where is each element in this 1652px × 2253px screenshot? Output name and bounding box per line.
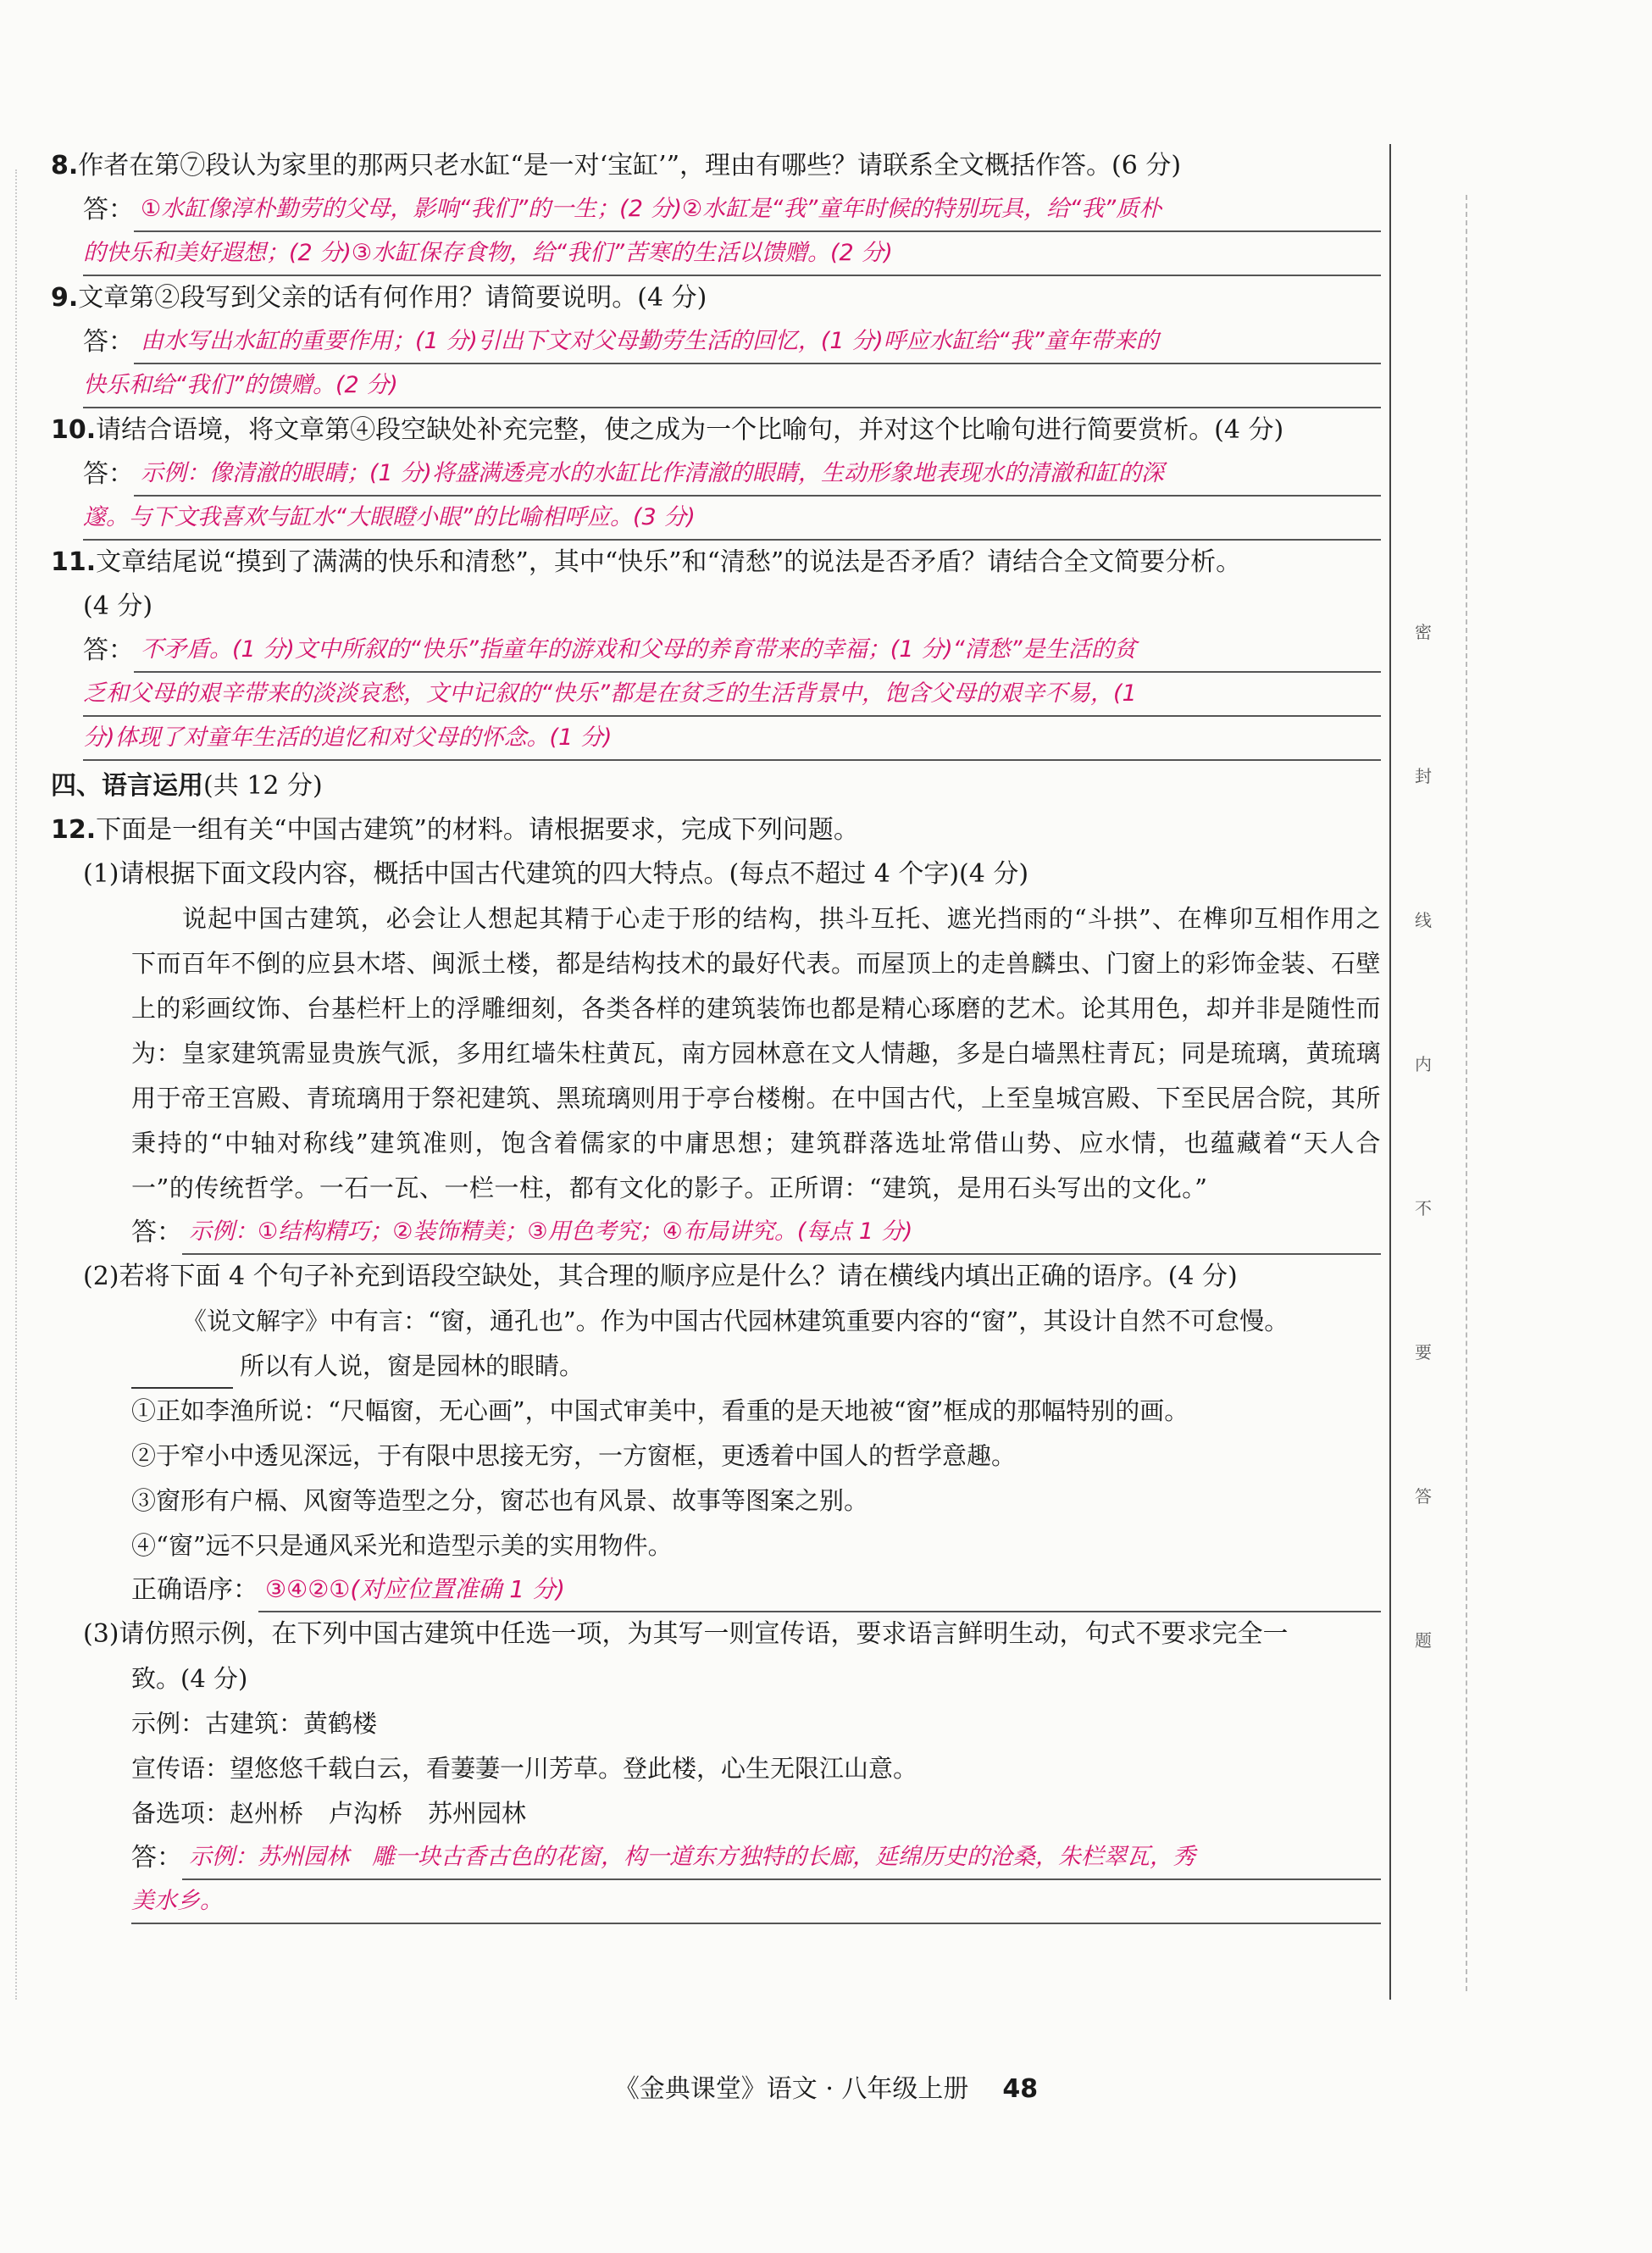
subquestion-2-passage-blank-line: [131, 1344, 1381, 1389]
book-title: 《金典课堂》语文 · 八年级上册: [613, 2074, 969, 2104]
answer-text: 美水乡。: [131, 1880, 1381, 1924]
subquestion-1-passage: 说起中国古建筑，必会让人想起其精于心走于形的结构，拱斗互托、遮光挡雨的“斗拱”、在榫卯互相作用之下而百年不倒的应县木塔、闽派土楼，都是结构技术的最好代表。而屋顶上的走兽麟虫、门窗上的彩饰金装、石壁上的彩画纹饰、台基栏杆上的浮雕细刻，各类各样的建筑装饰也都是精心琢磨的艺术。论其用色，却并非是随性而为：皇家建筑需显贵族气派，多用红墙朱柱黄瓦，南方园林意在文人情趣，多是白墙黑柱青瓦；同是琉璃，黄琉璃用于帝王宫殿、青琉璃用于祭祀建筑、黑琉璃则用于亭台楼榭。在中国古代，上至皇城宫殿、下至民居合院，其所秉持的“中轴对称线”建筑准则，饱含着儒家的中庸思想；建筑群落选址常借山势、应水情，也蕴藏着“天人合一”的传统哲学。一石一瓦、一栏一柱，都有文化的影子。正所谓：“建筑，是用石头写出的文化。”: [131, 904, 1382, 1202]
answer-row: [83, 629, 1381, 673]
page-number: 48: [1002, 2074, 1039, 2104]
fill-blank[interactable]: [131, 1362, 233, 1389]
order-answer: ③④②①(对应位置准确 1 分): [258, 1568, 1381, 1612]
answer-label: 答：: [83, 459, 134, 489]
answer-text: 乏和父母的艰辛带来的淡淡哀愁，文中记叙的“快乐”都是在贫乏的生活背景中，饱含父母的艰辛不易，(1: [83, 673, 1381, 717]
seal-char: 不: [1415, 1198, 1432, 1218]
left-margin-line: [15, 169, 17, 2000]
dashed-guide-line: [1466, 195, 1468, 1991]
answer-row: [83, 188, 1381, 232]
question-score: (4 分): [83, 591, 153, 621]
example-slogan: 宣传语：望悠悠千载白云，看萋萋一川芳草。登此楼，心生无限江山意。: [131, 1754, 918, 1783]
order-answer-row: [131, 1568, 1381, 1612]
section-heading: [51, 764, 1381, 808]
answer-text: 由水写出水缸的重要作用；(1 分)引出下文对父母勤劳生活的回忆，(1 分)呼应水缸给“我”童年带来的: [134, 320, 1381, 364]
answer-text: 不矛盾。(1 分)文中所叙的“快乐”指童年的游戏和父母的养育带来的幸福；(1 分)“清愁”是生活的贫: [134, 629, 1381, 673]
question-number: 8.: [51, 151, 79, 180]
seal-char: 封: [1415, 766, 1432, 786]
answer-label: 答：: [131, 1843, 182, 1873]
question-number: 11.: [51, 547, 97, 577]
answer-label: 答：: [131, 1218, 182, 1247]
option-item: 苏州园林: [428, 1799, 527, 1828]
seal-line-sidebar: [1389, 144, 1440, 2000]
question-text: 下面是一组有关“中国古建筑”的材料。请根据要求，完成下列问题。: [96, 815, 859, 845]
seal-char: 题: [1415, 1630, 1432, 1651]
question-text: 请结合语境，将文章第④段空缺处补充完整，使之成为一个比喻句，并对这个比喻句进行简要赏析。(4 分): [96, 415, 1284, 445]
question-number: 9.: [51, 283, 79, 313]
answer-row: [83, 320, 1381, 364]
answer-row: [131, 1836, 1381, 1880]
sentence-option: ④“窗”远不只是通风采光和造型示美的实用物件。: [131, 1531, 673, 1560]
seal-char: 密: [1415, 622, 1432, 642]
question-text: 文章结尾说“摸到了满满的快乐和清愁”，其中“快乐”和“清愁”的说法是否矛盾？请结合全文简要分析。: [96, 547, 1242, 577]
order-label: 正确语序：: [131, 1575, 258, 1605]
page-footer: [0, 2067, 1652, 2105]
answer-text: ①水缸像淳朴勤劳的父母，影响“我们”的一生；(2 分)②水缸是“我”童年时候的特别玩具，给“我”质朴: [134, 188, 1381, 232]
worksheet-content: [51, 144, 1381, 1924]
answer-label: 答：: [83, 635, 134, 665]
answer-text: 示例：像清澈的眼睛；(1 分)将盛满透亮水的水缸比作清澈的眼睛，生动形象地表现水的清澈和缸的深: [134, 452, 1381, 497]
sentence-option: ②于窄小中透见深远，于有限中思接无穷，一方窗框，更透着中国人的哲学意趣。: [131, 1441, 1017, 1470]
answer-row: [83, 452, 1381, 497]
answer-text: 快乐和给“我们”的馈赠。(2 分): [83, 364, 1381, 408]
subquestion-2-prompt: (2)若将下面 4 个句子补充到语段空缺处，其合理的顺序应是什么？请在横线内填出正确的语序。(4 分): [83, 1262, 1238, 1291]
seal-char: 答: [1415, 1486, 1432, 1507]
answer-text: 分)体现了对童年生活的追忆和对父母的怀念。(1 分): [83, 717, 1381, 761]
passage-text: 所以有人说，窗是园林的眼睛。: [240, 1351, 585, 1380]
question-number: 12.: [51, 815, 97, 845]
question-8: [51, 144, 1381, 188]
options-label: 备选项：: [131, 1799, 230, 1828]
question-12: [51, 808, 1381, 852]
subquestion-3-prompt-cont: 致。(4 分): [131, 1664, 248, 1693]
seal-char: 线: [1415, 910, 1432, 930]
example-building: 示例：古建筑：黄鹤楼: [131, 1709, 378, 1738]
answer-label: 答：: [83, 327, 134, 357]
subquestion-3-prompt: (3)请仿照示例，在下列中国古建筑中任选一项，为其写一则宣传语，要求语言鲜明生动，句式不要求完全一: [83, 1619, 1289, 1649]
question-9: [51, 276, 1381, 320]
answer-text: 邃。与下文我喜欢与缸水“大眼瞪小眼”的比喻相呼应。(3 分): [83, 497, 1381, 541]
seal-char: 要: [1415, 1342, 1432, 1362]
answer-text: 示例：①结构精巧；②装饰精美；③用色考究；④布局讲究。(每点 1 分): [182, 1211, 1381, 1255]
answer-row: [131, 1211, 1381, 1255]
question-10: [51, 408, 1381, 452]
section-score: (共 12 分): [203, 771, 323, 801]
sentence-option: ③窗形有户槅、风窗等造型之分，窗芯也有风景、故事等图案之别。: [131, 1486, 869, 1515]
option-item: 赵州桥: [230, 1799, 304, 1828]
question-text: 作者在第⑦段认为家里的那两只老水缸“是一对‘宝缸’”，理由有哪些？请联系全文概括作答。(6 分): [78, 151, 1182, 180]
section-title: 四、语言运用: [51, 771, 203, 801]
option-item: 卢沟桥: [329, 1799, 403, 1828]
seal-line: [1389, 144, 1391, 2000]
question-11: [51, 541, 1381, 585]
subquestion-2-passage: 《说文解字》中有言：“窗，通孔也”。作为中国古代园林建筑重要内容的“窗”，其设计自然不可怠慢。: [182, 1307, 1289, 1335]
answer-text: 的快乐和美好遐想；(2 分)③水缸保存食物，给“我们”苦寒的生活以馈赠。(2 分): [83, 232, 1381, 276]
question-text: 文章第②段写到父亲的话有何作用？请简要说明。(4 分): [78, 283, 707, 313]
question-number: 10.: [51, 415, 97, 445]
sentence-option: ①正如李渔所说：“尺幅窗，无心画”，中国式审美中，看重的是天地被“窗”框成的那幅特别的画。: [131, 1396, 1189, 1425]
seal-char: 内: [1415, 1054, 1432, 1074]
answer-label: 答：: [83, 195, 134, 225]
subquestion-1-prompt: (1)请根据下面文段内容，概括中国古代建筑的四大特点。(每点不超过 4 个字)(4 分): [83, 859, 1029, 889]
options-row: [131, 1791, 1381, 1836]
answer-text: 示例：苏州园林 雕一块古香古色的花窗，构一道东方独特的长廊，延绵历史的沧桑，朱栏翠瓦，秀: [182, 1836, 1381, 1880]
